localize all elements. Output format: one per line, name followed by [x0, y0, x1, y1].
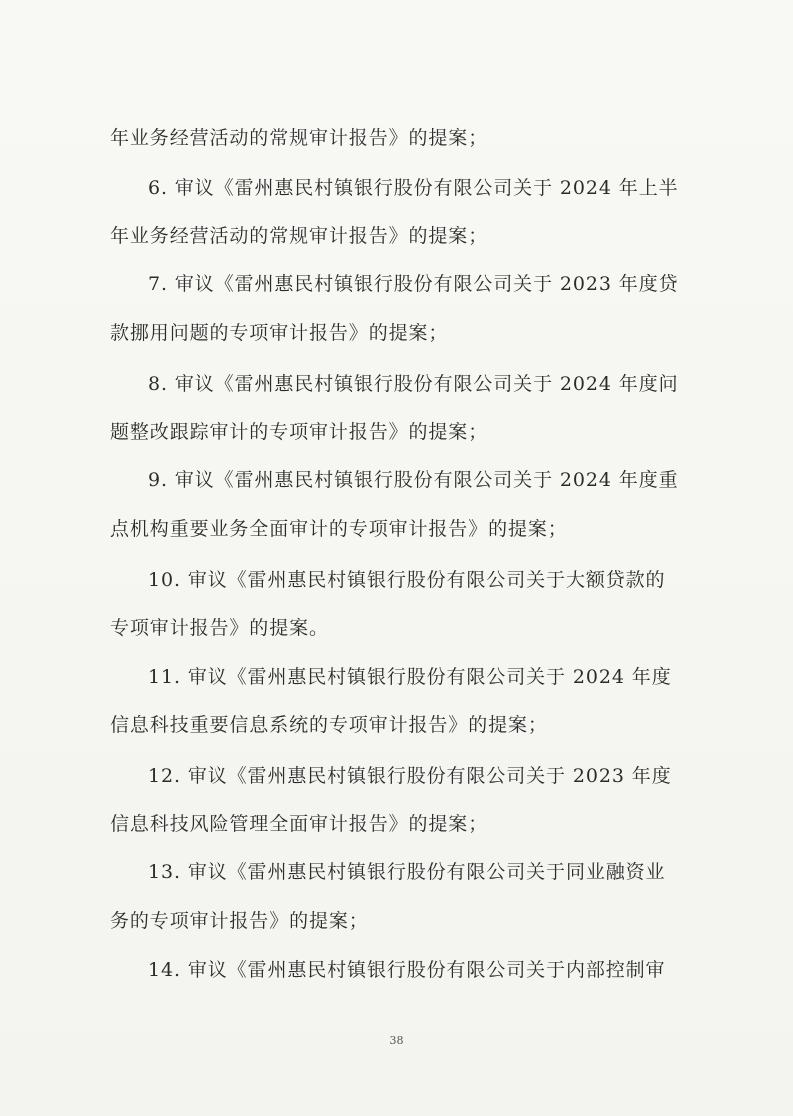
- text-line: 专项审计报告》的提案。: [110, 617, 329, 639]
- text-line: 题整改跟踪审计的专项审计报告》的提案；: [110, 421, 489, 443]
- text-line: 点机构重要业务全面审计的专项审计报告》的提案；: [110, 518, 568, 540]
- text-line: 信息科技风险管理全面审计报告》的提案；: [110, 813, 489, 835]
- text-line: 13. 审议《雷州惠民村镇银行股份有限公司关于同业融资业: [148, 861, 666, 883]
- text-line: 7. 审议《雷州惠民村镇银行股份有限公司关于 2023 年度贷: [148, 273, 679, 295]
- text-line: 信息科技重要信息系统的专项审计报告》的提案；: [110, 714, 548, 736]
- text-line: 务的专项审计报告》的提案；: [110, 910, 369, 932]
- text-line: 8. 审议《雷州惠民村镇银行股份有限公司关于 2024 年度问: [148, 373, 679, 395]
- text-line: 10. 审议《雷州惠民村镇银行股份有限公司关于大额贷款的: [148, 569, 666, 591]
- text-line: 14. 审议《雷州惠民村镇银行股份有限公司关于内部控制审: [148, 959, 666, 981]
- text-line: 年业务经营活动的常规审计报告》的提案；: [110, 225, 489, 247]
- text-line: 年业务经营活动的常规审计报告》的提案；: [110, 127, 489, 149]
- text-line: 11. 审议《雷州惠民村镇银行股份有限公司关于 2024 年度: [148, 666, 672, 688]
- text-line: 12. 审议《雷州惠民村镇银行股份有限公司关于 2023 年度: [148, 765, 672, 787]
- text-line: 9. 审议《雷州惠民村镇银行股份有限公司关于 2024 年度重: [148, 469, 679, 491]
- text-line: 6. 审议《雷州惠民村镇银行股份有限公司关于 2024 年上半: [148, 177, 679, 199]
- text-line: 款挪用问题的专项审计报告》的提案；: [110, 322, 449, 344]
- page-number: 38: [389, 1034, 404, 1047]
